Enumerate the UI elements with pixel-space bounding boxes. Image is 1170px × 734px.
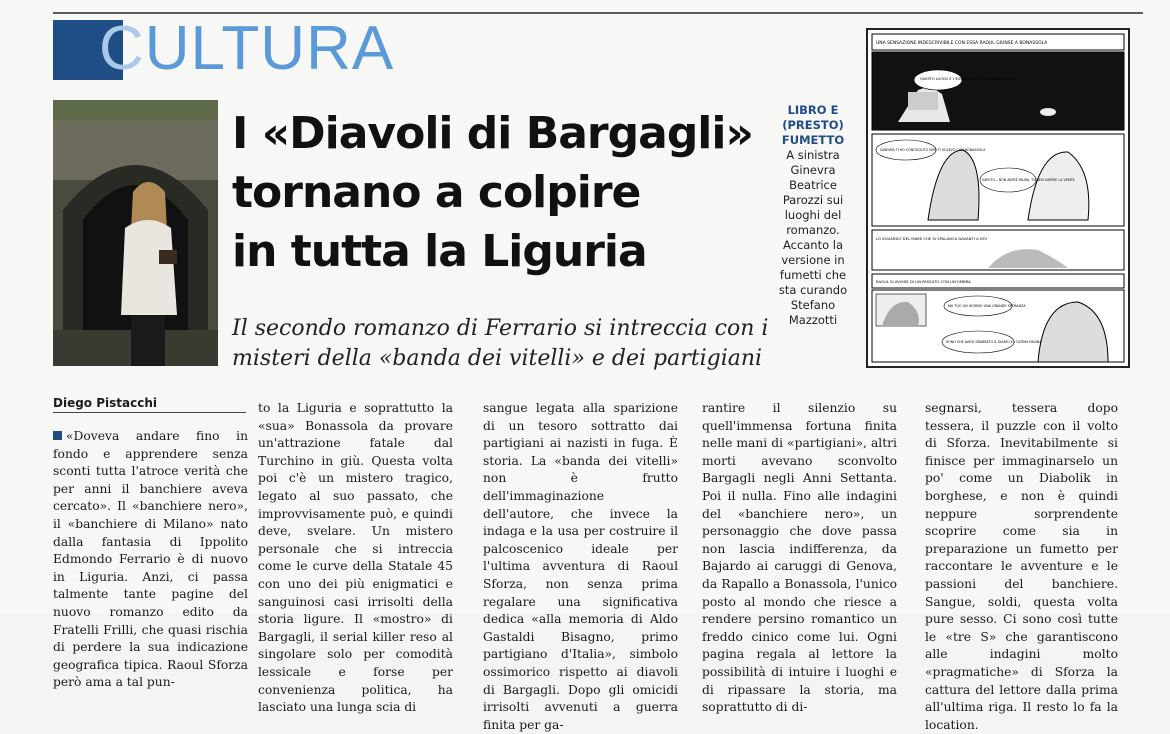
caption-label: LIBRO E (PRESTO) FUMETTO	[781, 103, 845, 147]
photo-caption	[773, 103, 853, 328]
author-photo	[53, 100, 218, 366]
comic-panel5-text-a: MA TUO UN GIORNO UNA GRANDE SPERANZA	[948, 304, 1026, 308]
section-title-rest: ULTURA	[144, 14, 395, 83]
comic-panel2-text-a: GINEVRA TI HO CONOSCIUTO NON TI VOLEVO CON BONASSOLA	[880, 148, 986, 152]
headline-line-3: in tutta la Liguria	[232, 226, 647, 277]
comic-panel5-text-b: SONO CHE AVEVI SBARRATO IL DIARIO E L'ULTIMA PAGINA	[946, 340, 1042, 344]
comic-panel1-text: QUESTO LUOGO È L'ESSENZA STESSA DI BONASSOLA	[920, 77, 1015, 81]
article-column-4: rantire il silenzio su quell'immensa fortuna finita nelle mani di «partigiani», altri morti avevano sconvolto Bargagli negli Anni Settanta. Poi il nulla. Fino alle indagini del «banchiere nero», un personaggio che dove passa non lascia indifferenza, da Bajardo ai caruggi di Genova, da Rapallo a Bonassola, l'unico posto al mondo che riesce a rendere persino romantico un freddo cinico come lui. Ogni pagina regala al lettore la possibilità di intuire i luoghi e di ripassare la storia, ma soprattutto di di-	[702, 401, 897, 715]
article-column-2: to la Liguria e soprattutto la «sua» Bonassola da provare un'attrazione fatale dal Turchino in giù. Questa volta poi c'è un mistero tragico, legato al suo passato, che improvvisamente può, e quindi deve, svelare. Un mistero personale che si intreccia come le curve della Statale 45 con uno dei più enigmatici e sanguinosi casi irrisolti della storia ligure. Il «mostro» di Bargagli, il serial killer reso al singolare solo per comodità lessicale e forse per convenienza politica, ha lasciato una lunga scia di	[258, 401, 453, 715]
section-header	[53, 14, 395, 83]
comic-page	[866, 28, 1130, 368]
headline-line-1: I «Diavoli di Bargagli»	[232, 108, 753, 159]
comic-illustration	[868, 30, 1128, 366]
section-title	[99, 14, 394, 84]
caption-body: A sinistra Ginevra Beatrice Parozzi sui luoghi del romanzo. Accanto la versione in fumetti che sta curando Stefano Mazzotti	[778, 148, 848, 327]
article-column-1	[53, 428, 248, 692]
comic-panel3-text: LO SGUARDO DEL MARE CHE SI SPALANCA DAVANTI A NOI	[876, 236, 987, 241]
headline	[232, 104, 772, 281]
article-column-5: segnarsi, tessera dopo tessera, il puzzle con il volto di Sforza. Inevitabilmente si finisce per immaginarselo un po' come un Diabolik in borghese, e non è quindi neppure sorprendente scoprire come sia in preparazione un fumetto per raccontare le avventure e le passioni del banchiere. Sangue, soldi, questa volta pure sesso. Ci sono così tutte le «tre S» che garantiscono alle indagini molto «pragmatiche» di Sforza la cattura del lettore dalla prima all'ultima riga. Il resto lo fa la location.	[925, 401, 1118, 732]
byline: Diego Pistacchi	[53, 396, 246, 413]
comic-panel4-text: RAOUL SI AVVIDE DI UN PASSATO CON UN'OMBRA	[876, 279, 971, 284]
comic-top-caption: UNA SENSAZIONE INDESCRIVIBILE CON ESSA RAOUL GIUNSE A BONASSOLA	[876, 41, 1048, 46]
section-title-initial: C	[99, 14, 145, 83]
column-1-text: «Doveva andare fino in fondo e apprendere senza sconti tutta l'atroce verità che per anni il banchiere aveva cercato». Il «banchiere nero», il «banchiere di Milano» nato dalla fantasia di Ippolito Edmondo Ferrario è di nuovo in Liguria. Anzi, ci passa talmente tante pagine del nuovo romanzo edito da Fratelli Frilli, che quasi rischia di perdere la sua indicazione geografica tipica. Raoul Sforza però ama a tal pun-	[53, 429, 248, 690]
comic-panel2-text-b: SAPUTO... NON AVERE PAURA, TU DEVI SAPERE LA VERITÀ	[982, 178, 1075, 182]
headline-line-2: tornano a colpire	[232, 167, 641, 218]
photo-illustration	[53, 100, 218, 366]
article-column-3: sangue legata alla sparizione di un tesoro sottratto dai partigiani ai nazisti in fuga. È storia. La «banda dei vitelli» non è frutto dell'immaginazione dell'autore, che invece la indaga e la usa per costruire il palcoscenico ideale per l'ultima avventura di Raoul Sforza, non senza prima regalare una significativa dedica «alla memoria di Aldo Gastaldi Bisagno, primo partigiano d'Italia», simbolo ossimorico rispetto ai diavoli di Bargagli. Dopo gli omicidi irrisolti avvenuti a guerra finita per ga-	[483, 401, 678, 732]
article-start-marker	[53, 431, 62, 440]
subheadline: Il secondo romanzo di Ferrario si intreccia con i misteri della «banda dei vitelli» e dei partigiani	[232, 316, 769, 371]
